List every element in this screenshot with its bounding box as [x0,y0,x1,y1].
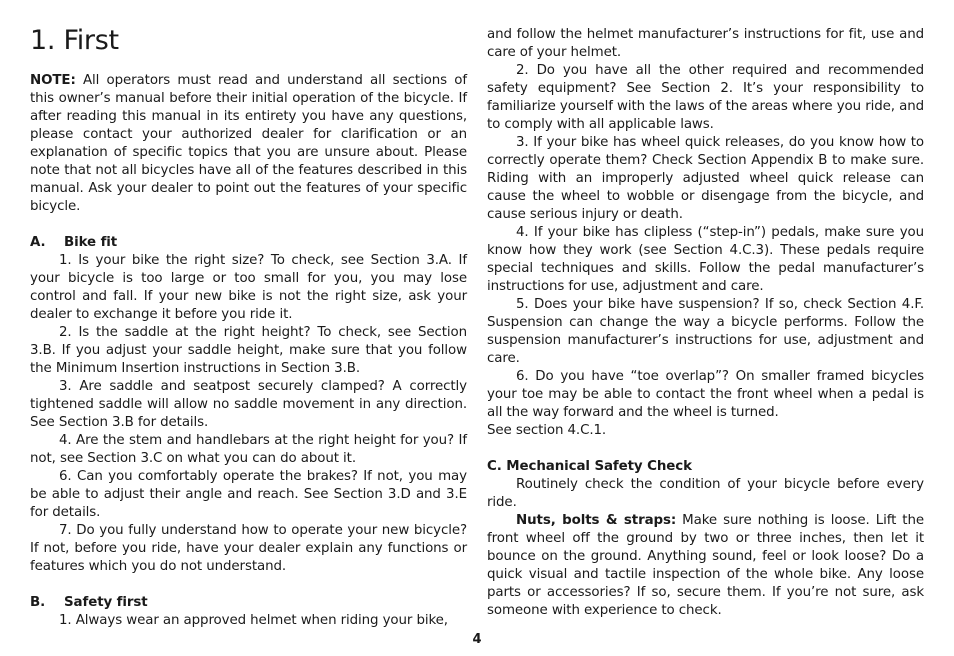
safety-item-3: 3. If your bike has wheel quick releases, do you know how to correctly operate them? Check Section Appendix B to make sure. Riding with an improperly adjusted wheel quick release can cause the wheel to wobble or disengage from the bicycle, and cause serious injury or death. [487,135,924,222]
section-a-heading [30,234,467,252]
section-b-title: Safety first [64,595,148,610]
bike-fit-item-1: 1. Is your bike the right size? To check, see Section 3.A. If your bicycle is too large or too small for you, you may lose control and fall. If your new bike is not the right size, ask your dealer to exchange it before you ride it. [30,253,467,322]
section-a-title: Bike fit [64,235,118,250]
nuts-bolts-label: Nuts, bolts & straps: [516,513,677,528]
page-title: 1. First [30,25,119,56]
safety-item-2: 2. Do you have all the other required and recommended safety equipment? See Section 2. It’s your responsibility to familiarize yourself with the laws of the areas where you ride, and to comply with all applicable laws. [487,63,924,132]
note-paragraph [30,72,467,216]
mechanical-check-intro: Routinely check the condition of your bicycle before every ride. [487,477,924,510]
section-b-heading [30,594,467,612]
note-label: NOTE: [30,73,76,88]
right-column [487,26,924,620]
safety-item-1-continued: and follow the helmet manufacturer’s instructions for fit, use and care of your helmet. [487,27,924,60]
safety-see-section: See section 4.C.1. [487,423,607,438]
section-b-letter: B. [30,595,46,610]
nuts-bolts-paragraph [487,512,924,620]
section-a-letter: A. [30,235,46,250]
left-column [30,0,467,630]
page-number: 4 [472,632,482,647]
bike-fit-item-6: 6. Can you comfortably operate the brakes? If not, you may be able to adjust their angle and reach. See Section 3.D and 3.E for details. [30,469,467,520]
bike-fit-item-7: 7. Do you fully understand how to operate your new bicycle? If not, before you ride, have your dealer explain any functions or features which you do not understand. [30,523,467,574]
bike-fit-item-2: 2. Is the saddle at the right height? To check, see Section 3.B. If you adjust your saddle height, make sure that you follow the Minimum Insertion instructions in Section 3.B. [30,325,467,376]
note-text: All operators must read and understand all sections of this owner’s manual before their initial operation of the bicycle. If after reading this manual in its entirety you have any questions, please contact your authorized dealer for clarification or an explanation of specific topics that you are unsure about. Please note that not all bicycles have all of the features described in this manual. Ask your dealer to point out the features of your specific bicycle. [30,73,467,214]
nuts-bolts-text: Make sure nothing is loose. Lift the front wheel off the ground by two or three inches, then let it bounce on the ground. Anything sound, feel or look loose? Do a quick visual and tactile inspection of the whole bike. Any loose parts or accessories? If so, secure them. If you’re not sure, ask someone with experience to check. [487,513,924,618]
safety-item-4: 4. If your bike has clipless (“step-in”) pedals, make sure you know how they work (see Section 4.C.3). These pedals require special techniques and skills. Follow the pedal manufacturer’s instructions for use, adjustment and care. [487,225,924,294]
section-c-heading: C. Mechanical Safety Check [487,459,692,474]
safety-item-6: 6. Do you have “toe overlap”? On smaller framed bicycles your toe may be able to contact the front wheel when a pedal is all the way forward and the wheel is turned. [487,369,924,420]
bike-fit-item-4: 4. Are the stem and handlebars at the right height for you? If not, see Section 3.C on what you can do about it. [30,433,467,466]
safety-item-1-start: 1. Always wear an approved helmet when riding your bike, [59,613,448,628]
safety-item-5: 5. Does your bike have suspension? If so, check Section 4.F. Suspension can change the way a bicycle performs. Follow the suspension manufacturer’s instructions for use, adjustment and care. [487,297,924,366]
bike-fit-item-3: 3. Are saddle and seatpost securely clamped? A correctly tightened saddle will allow no saddle movement in any direction. See Section 3.B for details. [30,379,467,430]
